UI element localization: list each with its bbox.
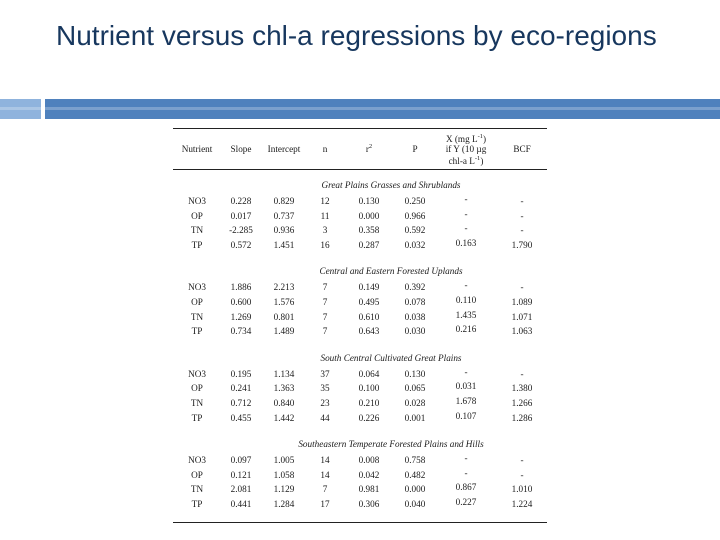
cell-r2: 0.306 bbox=[358, 498, 380, 509]
cell-intercept: 1.442 bbox=[273, 412, 295, 423]
cell-slope: 0.228 bbox=[230, 196, 252, 206]
cell-intercept: 0.936 bbox=[273, 225, 295, 236]
cell-p: 0.030 bbox=[404, 326, 426, 337]
cell-nutrient: NO3 bbox=[188, 455, 206, 466]
cell-bcf: 1.010 bbox=[511, 484, 533, 495]
cell-x: - bbox=[464, 223, 468, 234]
cell-p: 0.038 bbox=[404, 311, 426, 322]
cell-n: 11 bbox=[320, 210, 330, 221]
ecoregion-title: Central and Eastern Forested Uplands bbox=[319, 266, 463, 277]
table-row bbox=[173, 223, 547, 238]
cell-n: 14 bbox=[320, 469, 330, 480]
cell-n: 14 bbox=[320, 455, 330, 466]
cell-slope: 2.081 bbox=[230, 484, 252, 495]
cell-nutrient: OP bbox=[191, 296, 203, 307]
cell-slope: 0.241 bbox=[230, 383, 252, 394]
table-row bbox=[173, 280, 547, 295]
cell-nutrient: NO3 bbox=[188, 368, 206, 379]
cell-r2: 0.210 bbox=[358, 397, 380, 408]
cell-intercept: 1.284 bbox=[273, 498, 295, 509]
cell-x: - bbox=[464, 467, 468, 478]
cell-p: 0.000 bbox=[404, 484, 426, 495]
cell-r2: 0.610 bbox=[358, 311, 380, 322]
cell-r2: 0.358 bbox=[358, 225, 380, 236]
table-row bbox=[173, 310, 547, 325]
table-row bbox=[173, 411, 547, 426]
cell-x: 0.031 bbox=[455, 381, 477, 392]
table-bottom-rule bbox=[173, 522, 547, 523]
cell-x: 0.107 bbox=[455, 410, 477, 421]
cell-n: 3 bbox=[322, 225, 328, 236]
cell-nutrient: TP bbox=[191, 239, 203, 250]
cell-bcf: 1.380 bbox=[511, 383, 533, 394]
title-accent-bar bbox=[45, 99, 720, 119]
ecoregion-title: Southeastern Temperate Forested Plains and Hills bbox=[298, 439, 484, 450]
ecoregion-group bbox=[173, 350, 547, 425]
header-nutrient: Nutrient bbox=[181, 144, 213, 154]
cell-n: 7 bbox=[322, 484, 328, 495]
cell-nutrient: TN bbox=[190, 225, 204, 236]
cell-intercept: 0.801 bbox=[273, 311, 295, 322]
cell-x: - bbox=[464, 194, 468, 204]
regression-table bbox=[173, 128, 547, 523]
cell-x: 0.163 bbox=[455, 237, 477, 248]
cell-nutrient: TN bbox=[190, 397, 204, 408]
cell-intercept: 1.363 bbox=[273, 383, 295, 394]
cell-x: - bbox=[464, 453, 468, 464]
cell-n: 7 bbox=[322, 282, 328, 293]
cell-p: 0.032 bbox=[404, 239, 426, 250]
cell-x: 1.678 bbox=[455, 395, 477, 406]
cell-nutrient: NO3 bbox=[188, 196, 206, 206]
cell-nutrient: OP bbox=[191, 210, 203, 221]
header-intercept: Intercept bbox=[267, 144, 301, 154]
cell-bcf: - bbox=[520, 282, 524, 293]
ecoregion-group bbox=[173, 436, 547, 511]
cell-bcf: 1.063 bbox=[511, 326, 533, 337]
cell-r2: 0.130 bbox=[358, 196, 380, 206]
cell-bcf: - bbox=[520, 225, 524, 236]
table-row bbox=[173, 396, 547, 411]
cell-slope: 0.097 bbox=[230, 455, 252, 466]
cell-p: 0.130 bbox=[404, 368, 426, 379]
cell-bcf: 1.071 bbox=[511, 311, 533, 322]
header-p: P bbox=[412, 144, 418, 154]
cell-bcf: - bbox=[520, 196, 524, 206]
cell-r2: 0.226 bbox=[358, 412, 380, 423]
cell-x: 0.216 bbox=[455, 324, 477, 335]
cell-x: 0.867 bbox=[455, 482, 477, 493]
cell-nutrient: OP bbox=[191, 469, 203, 480]
cell-slope: 0.017 bbox=[230, 210, 252, 221]
cell-x: - bbox=[464, 280, 468, 291]
cell-p: 0.250 bbox=[404, 196, 426, 206]
cell-slope: 0.441 bbox=[230, 498, 252, 509]
cell-slope: 1.269 bbox=[230, 311, 252, 322]
cell-slope: 1.886 bbox=[230, 282, 252, 293]
cell-intercept: 1.134 bbox=[273, 368, 295, 379]
cell-r2: 0.643 bbox=[358, 326, 380, 337]
table-row bbox=[173, 324, 547, 339]
table-row bbox=[173, 482, 547, 497]
cell-nutrient: TN bbox=[190, 484, 204, 495]
cell-slope: 0.121 bbox=[230, 469, 252, 480]
cell-slope: 0.712 bbox=[230, 397, 252, 408]
cell-intercept: 2.213 bbox=[273, 282, 295, 293]
cell-nutrient: NO3 bbox=[188, 282, 206, 293]
cell-slope: 0.455 bbox=[230, 412, 252, 423]
cell-bcf: - bbox=[520, 455, 524, 466]
cell-bcf: 1.224 bbox=[511, 498, 533, 509]
table-row bbox=[173, 194, 547, 209]
cell-n: 12 bbox=[320, 196, 330, 206]
table-row bbox=[173, 209, 547, 224]
cell-n: 23 bbox=[320, 397, 330, 408]
cell-r2: 0.149 bbox=[358, 282, 380, 293]
cell-n: 17 bbox=[320, 498, 330, 509]
cell-p: 0.065 bbox=[404, 383, 426, 394]
cell-n: 16 bbox=[320, 239, 330, 250]
cell-bcf: 1.089 bbox=[511, 296, 533, 307]
cell-p: 0.592 bbox=[404, 225, 426, 236]
header-n: n bbox=[322, 144, 328, 154]
cell-intercept: 1.451 bbox=[273, 239, 295, 250]
table-row bbox=[173, 497, 547, 512]
cell-r2: 0.000 bbox=[358, 210, 380, 221]
cell-nutrient: TP bbox=[191, 412, 203, 423]
table-row bbox=[173, 367, 547, 382]
header-x-threshold: X (mg $L^{-1}$) if Y (10 µg chl-a $L^{-1}$) bbox=[445, 132, 487, 167]
cell-x: - bbox=[464, 366, 468, 377]
cell-p: 0.078 bbox=[404, 296, 426, 307]
ecoregion-title: Great Plains Grasses and Shrublands bbox=[321, 180, 461, 190]
cell-intercept: 1.576 bbox=[273, 296, 295, 307]
cell-intercept: 1.005 bbox=[273, 455, 295, 466]
slide-title: Nutrient versus chl-a regressions by eco-regions bbox=[56, 20, 657, 51]
ecoregion-group bbox=[173, 177, 547, 252]
cell-intercept: 0.737 bbox=[273, 210, 295, 221]
cell-slope: 0.734 bbox=[230, 326, 252, 337]
ecoregion-title: South Central Cultivated Great Plains bbox=[320, 352, 462, 363]
cell-slope: 0.195 bbox=[230, 368, 252, 379]
cell-slope: 0.572 bbox=[230, 239, 252, 250]
cell-p: 0.040 bbox=[404, 498, 426, 509]
table-row bbox=[173, 453, 547, 468]
cell-bcf: - bbox=[520, 368, 524, 379]
cell-x: 0.110 bbox=[455, 294, 477, 305]
cell-slope: -2.285 bbox=[229, 225, 253, 236]
cell-n: 35 bbox=[320, 383, 330, 394]
cell-nutrient: TP bbox=[191, 498, 203, 509]
cell-r2: 0.064 bbox=[358, 368, 380, 379]
cell-n: 7 bbox=[322, 311, 328, 322]
cell-r2: 0.100 bbox=[358, 383, 380, 394]
cell-bcf: 1.286 bbox=[511, 412, 533, 423]
cell-n: 37 bbox=[320, 368, 330, 379]
cell-nutrient: TN bbox=[190, 311, 204, 322]
header-r2: $r^2$ bbox=[365, 143, 373, 155]
table-row bbox=[173, 295, 547, 310]
cell-intercept: 1.489 bbox=[273, 326, 295, 337]
header-bcf: BCF bbox=[513, 144, 531, 154]
cell-r2: 0.042 bbox=[358, 469, 380, 480]
cell-intercept: 1.129 bbox=[273, 484, 295, 495]
cell-nutrient: OP bbox=[191, 383, 203, 394]
cell-n: 7 bbox=[322, 296, 328, 307]
cell-n: 7 bbox=[322, 326, 328, 337]
cell-slope: 0.600 bbox=[230, 296, 252, 307]
cell-intercept: 0.829 bbox=[273, 196, 295, 206]
cell-x: 1.435 bbox=[455, 309, 477, 320]
cell-p: 0.758 bbox=[404, 455, 426, 466]
cell-r2: 0.981 bbox=[358, 484, 380, 495]
header-slope: Slope bbox=[230, 144, 252, 154]
cell-n: 44 bbox=[320, 412, 330, 423]
cell-bcf: 1.790 bbox=[511, 239, 533, 250]
cell-nutrient: TP bbox=[191, 326, 203, 337]
cell-p: 0.482 bbox=[404, 469, 426, 480]
cell-p: 0.966 bbox=[404, 210, 426, 221]
cell-p: 0.028 bbox=[404, 397, 426, 408]
ecoregion-group bbox=[173, 263, 547, 338]
cell-x: 0.227 bbox=[455, 496, 477, 507]
cell-p: 0.392 bbox=[404, 282, 426, 293]
cell-x: - bbox=[464, 208, 468, 219]
table-row bbox=[173, 238, 547, 253]
cell-r2: 0.287 bbox=[358, 239, 380, 250]
cell-r2: 0.495 bbox=[358, 296, 380, 307]
table-row bbox=[173, 468, 547, 483]
cell-r2: 0.008 bbox=[358, 455, 380, 466]
cell-p: 0.001 bbox=[404, 412, 426, 423]
title-accent-bar-small bbox=[0, 99, 41, 119]
cell-bcf: 1.266 bbox=[511, 397, 533, 408]
cell-bcf: - bbox=[520, 210, 524, 221]
cell-intercept: 0.840 bbox=[273, 397, 295, 408]
cell-bcf: - bbox=[520, 469, 524, 480]
table-row bbox=[173, 381, 547, 396]
cell-intercept: 1.058 bbox=[273, 469, 295, 480]
table-header-row bbox=[173, 129, 547, 169]
table-header-rule bbox=[173, 169, 547, 170]
